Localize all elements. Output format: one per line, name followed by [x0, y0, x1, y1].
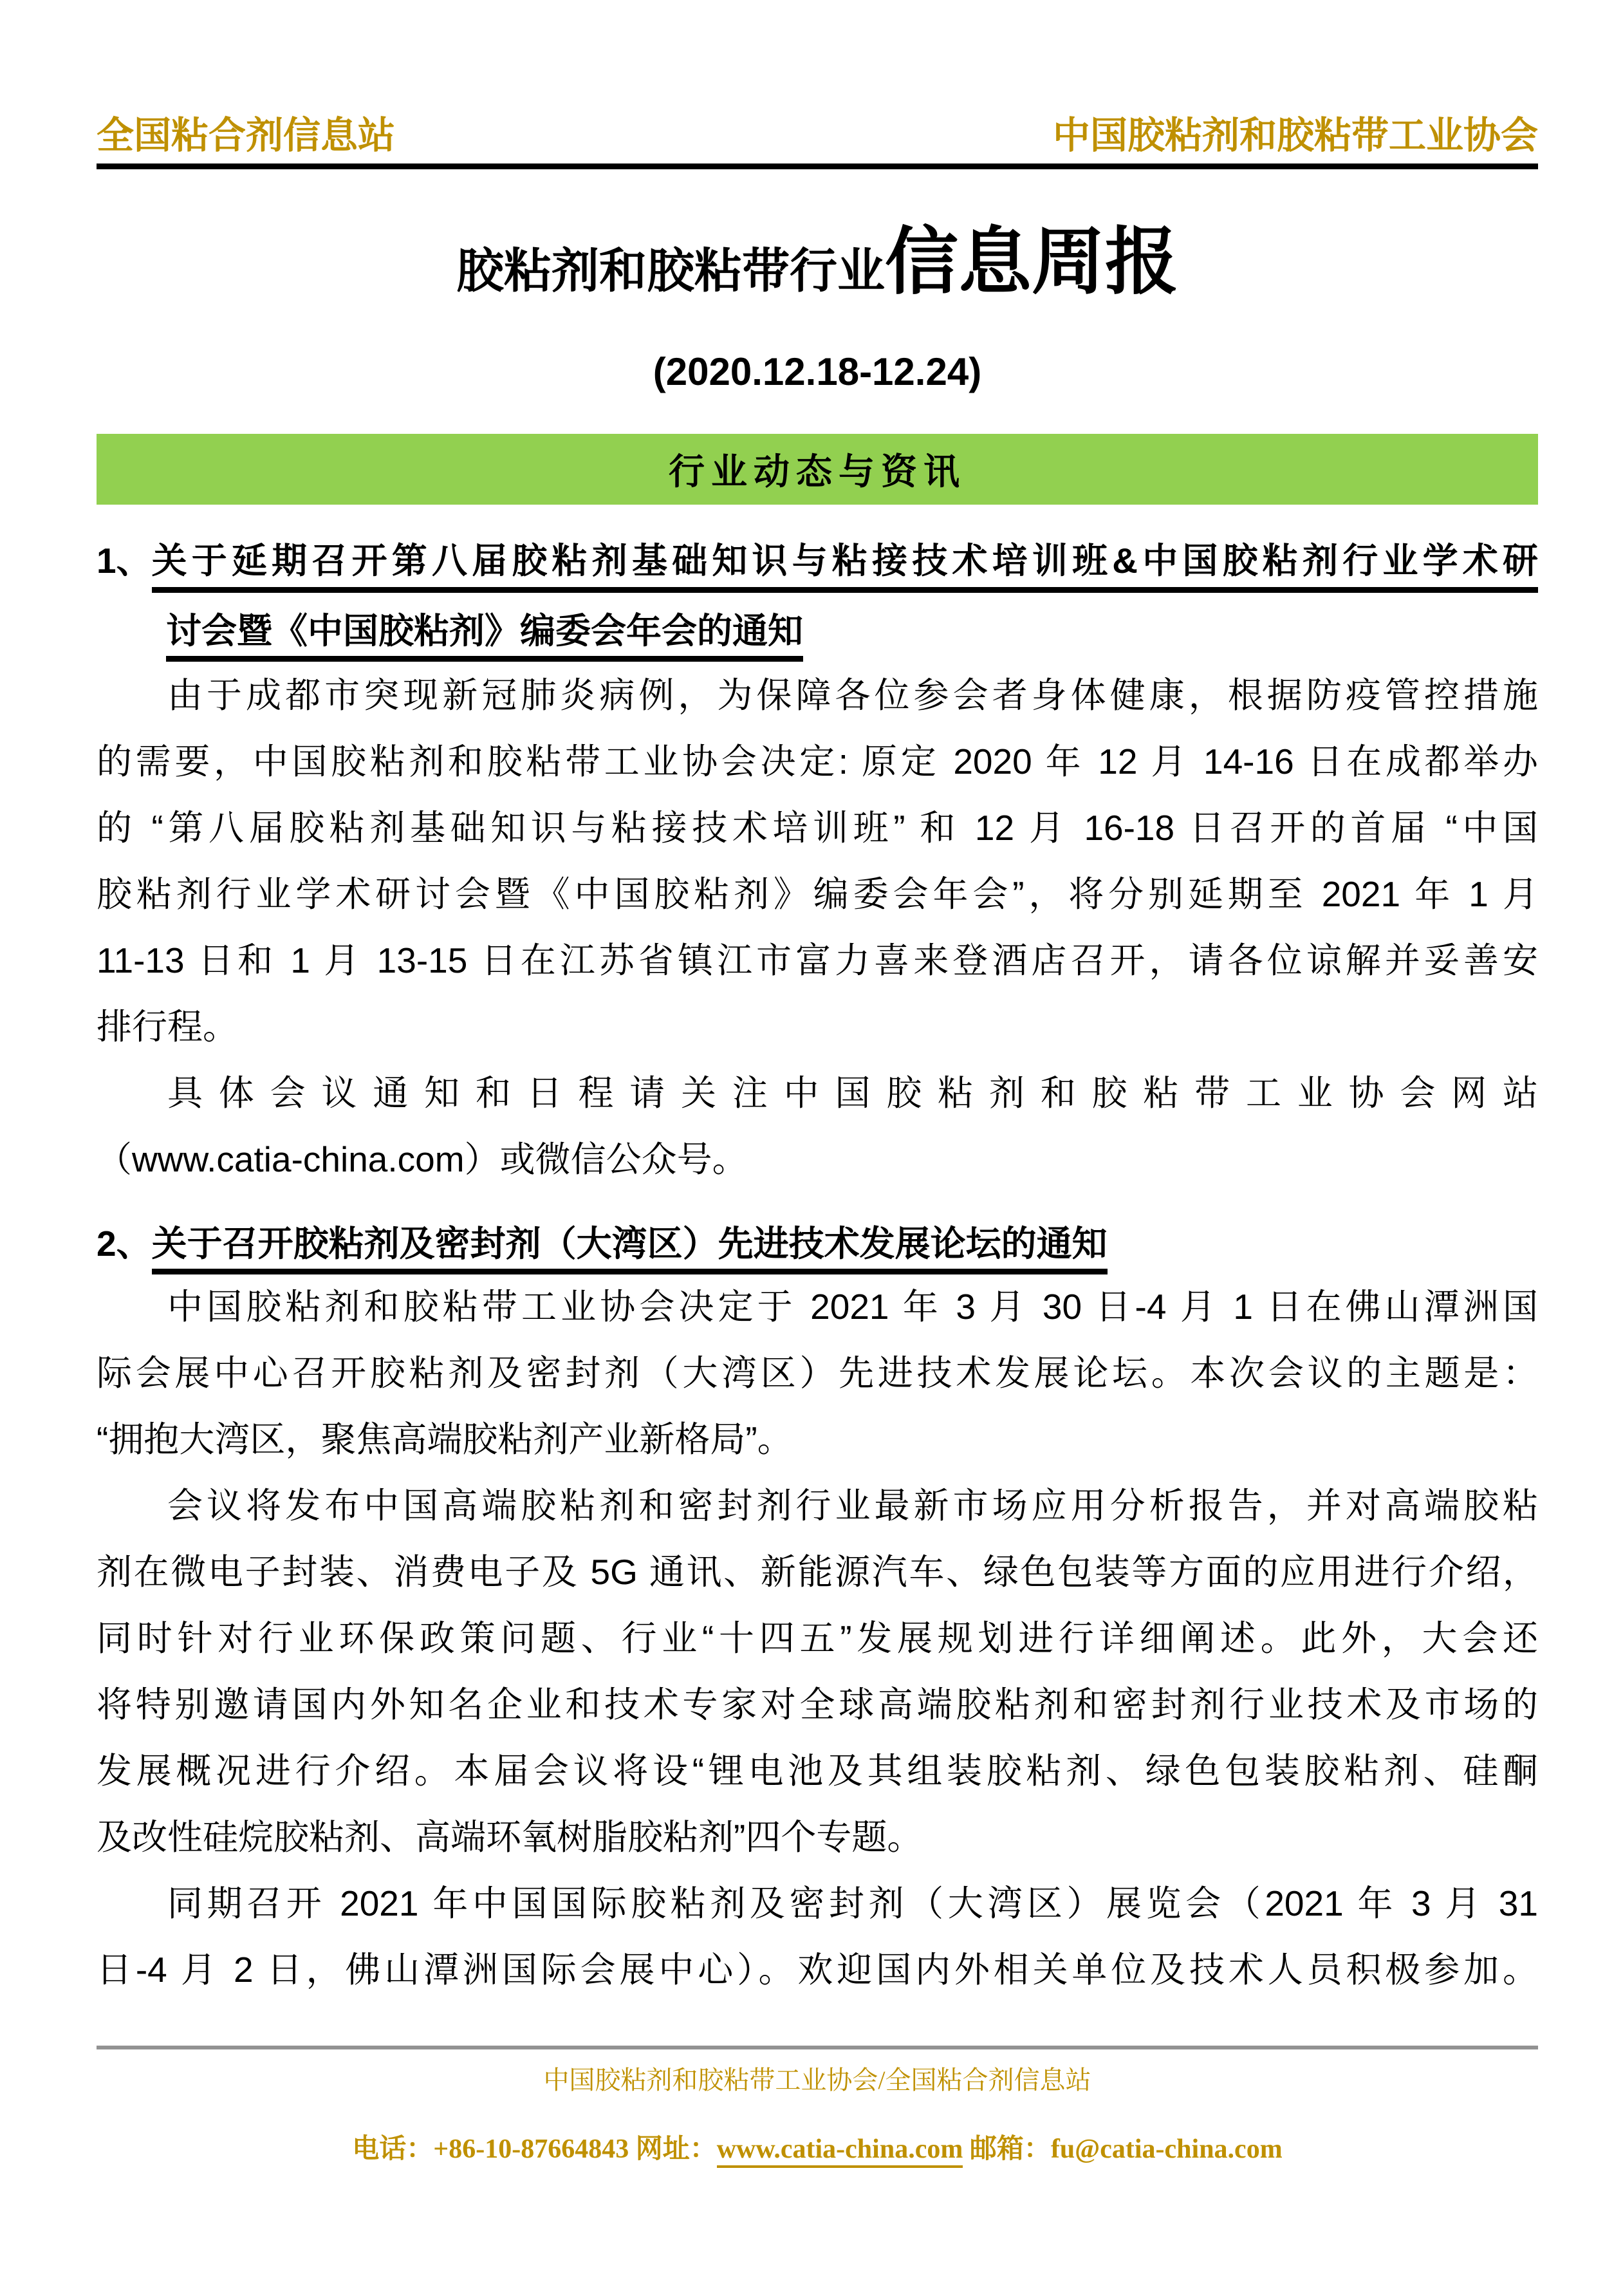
page-title	[97, 203, 1538, 308]
footer-rule	[97, 2046, 1538, 2049]
body-line: （www.catia-china.com）或微信公众号。	[97, 1139, 748, 1179]
body-line: 同期召开 2021 年中国国际胶粘剂及密封剂（大湾区）展览会（2021 年 3 月 31	[167, 1883, 1538, 1923]
section-1-body	[97, 662, 1538, 1193]
body-line: 会议将发布中国高端胶粘剂和密封剂行业最新市场应用分析报告，并对高端胶粘	[167, 1486, 1538, 1526]
body-line: 胶粘剂行业学术研讨会暨《中国胶粘剂》编委会年会”，将分别延期至 2021 年 1 月	[97, 874, 1538, 914]
page-footer	[97, 2046, 1538, 2166]
body-line: 具体会议通知和日程请关注中国胶粘剂和胶粘带工业协会网站	[167, 1073, 1538, 1113]
footer-contact-line	[97, 2127, 1538, 2166]
section-1-heading-line-2: 讨会暨《中国胶粘剂》编委会年会的通知	[166, 611, 803, 662]
section-2-body	[97, 1274, 1538, 2003]
body-line: 将特别邀请国内外知名企业和技术专家对全球高端胶粘剂和密封剂行业技术及市场的	[97, 1685, 1538, 1724]
footer-url-link[interactable]: www.catia-china.com	[717, 2134, 963, 2168]
footer-phone-segment: 电话：+86-10-87664843 网址：	[352, 2134, 717, 2164]
section-banner	[97, 434, 1538, 505]
section-1	[97, 539, 1538, 1193]
date-range: (2020.12.18-12.24)	[653, 350, 982, 393]
title-emphasis: 信息周报	[884, 221, 1178, 303]
body-line: 同时针对行业环保政策问题、行业“十四五”发展规划进行详细阐述。此外，大会还	[97, 1618, 1538, 1658]
body-line: 排行程。	[97, 1007, 239, 1047]
body-line: 剂在微电子封装、消费电子及 5G 通讯、新能源汽车、绿色包装等方面的应用进行介绍，	[97, 1552, 1538, 1592]
body-line: 由于成都市突现新冠肺炎病例，为保障各位参会者身体健康，根据防疫管控措施	[167, 675, 1538, 715]
body-line: 11-13 日和 1 月 13-15 日在江苏省镇江市富力喜来登酒店召开，请各位谅解并妥善安	[97, 940, 1538, 980]
section-2-heading	[97, 1222, 1538, 1265]
body-line: 际会展中心召开胶粘剂及密封剂（大湾区）先进技术发展论坛。本次会议的主题是：	[97, 1353, 1538, 1393]
body-line: 日-4 月 2 日，佛山潭洲国际会展中心）。欢迎国内外相关单位及技术人员积极参加。	[97, 1950, 1538, 1990]
section-1-heading-line-1: 关于延期召开第八届胶粘剂基础知识与粘接技术培训班&中国胶粘剂行业学术研	[152, 539, 1538, 593]
header-rule	[97, 163, 1538, 169]
section-1-heading	[97, 539, 1538, 593]
title-prefix: 胶粘剂和胶粘带行业	[456, 244, 885, 297]
body-line: 及改性硅烷胶粘剂、高端环氧树脂胶粘剂”四个专题。	[97, 1817, 923, 1857]
masthead-right-org: 中国胶粘剂和胶粘带工业协会	[1052, 115, 1538, 156]
body-line: 的需要，中国胶粘剂和胶粘带工业协会决定: 原定 2020 年 12 月 14-16 日在成都举办	[97, 742, 1538, 781]
body-line: 发展概况进行介绍。本届会议将设“锂电池及其组装胶粘剂、绿色包装胶粘剂、硅酮	[97, 1751, 1538, 1791]
masthead	[97, 0, 1538, 157]
footer-email-segment: 邮箱：fu@catia-china.com	[963, 2134, 1283, 2164]
footer-org-line: 中国胶粘剂和胶粘带工业协会/全国粘合剂信息站	[543, 2066, 1091, 2095]
body-line: 的 “第八届胶粘剂基础知识与粘接技术培训班” 和 12 月 16-18 日召开的首届 “中国	[97, 808, 1538, 848]
section-1-number: 1、	[97, 541, 152, 581]
body-line: 中国胶粘剂和胶粘带工业协会决定于 2021 年 3 月 30 日-4 月 1 日在佛山潭洲国	[167, 1287, 1538, 1327]
section-2-heading-line-1: 关于召开胶粘剂及密封剂（大湾区）先进技术发展论坛的通知	[152, 1224, 1108, 1274]
section-banner-label: 行业动态与资讯	[669, 451, 966, 492]
section-1-heading-cont	[97, 610, 1538, 652]
masthead-left-org: 全国粘合剂信息站	[97, 115, 396, 156]
body-line: “拥抱大湾区，聚焦高端胶粘剂产业新格局”。	[97, 1419, 793, 1459]
section-2	[97, 1222, 1538, 2003]
section-2-number: 2、	[97, 1224, 152, 1264]
